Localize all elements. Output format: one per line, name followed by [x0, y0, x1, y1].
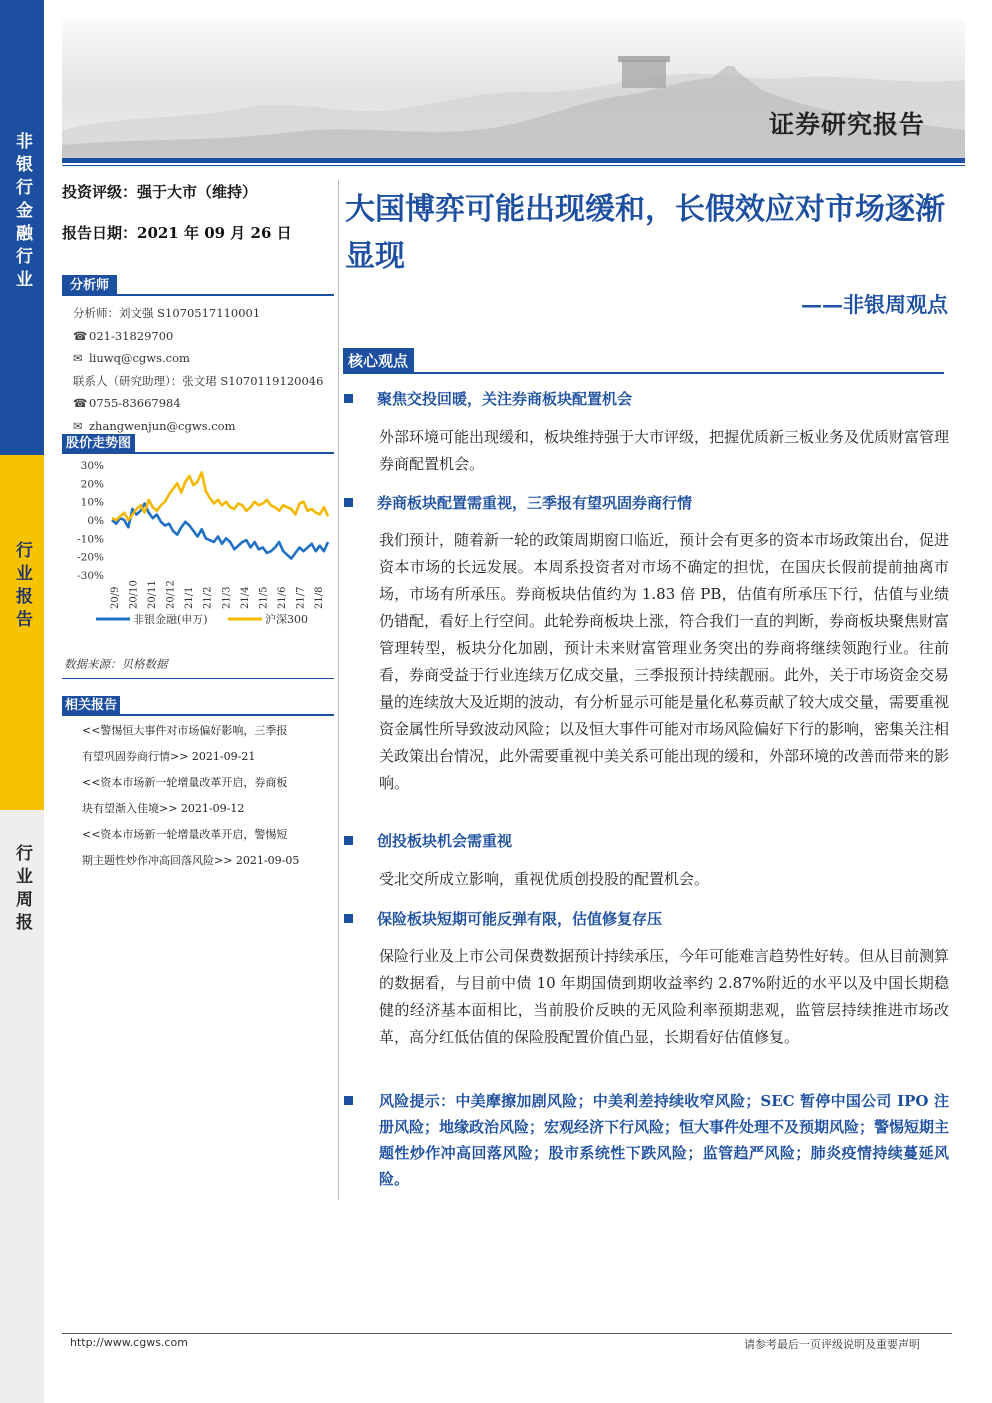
section-body: 外部环境可能出现缓和，板块维持强于大市评级，把握优质新三板业务及优质财富管理券商配置机会。 [379, 428, 950, 473]
related-reports [82, 718, 332, 874]
bullet-square-icon [344, 394, 353, 403]
section-heading-text: 保险板块短期可能反弹有限，估值修复存压 [377, 910, 663, 928]
x-tick-label: 21/2 [202, 586, 214, 609]
y-tick-label: 20% [80, 478, 104, 491]
core-views-heading [343, 348, 944, 374]
related-report-line[interactable]: 有望巩固券商行情>> 2021-09-21 [82, 750, 256, 763]
legend-label: 非银金融(申万) [133, 613, 208, 626]
section-heading-text: 聚焦交投回暖，关注券商板块配置机会 [377, 390, 633, 408]
related-report-line[interactable]: <<资本市场新一轮增量改革开启，警惕短 [82, 828, 288, 841]
footer-rule [62, 1333, 952, 1334]
x-tick-label: 21/5 [258, 586, 270, 609]
y-tick-label: 10% [80, 496, 104, 509]
bullet-square-icon [344, 1096, 353, 1105]
side-band-industry-text: 非银行金融行业 [12, 132, 32, 293]
analyst-line [73, 392, 343, 415]
bullet-square-icon [344, 914, 353, 923]
chart-rule [62, 678, 334, 679]
analyst-line [73, 347, 343, 370]
y-tick-label: -30% [77, 570, 104, 582]
header-rule [62, 158, 965, 163]
related-report-line[interactable]: <<资本市场新一轮增量改革开启，券商板 [82, 776, 288, 789]
bullet-square-icon [344, 498, 353, 507]
x-tick-label: 20/9 [110, 586, 121, 609]
analyst-name: 分析师：刘文强 S1070517110001 [73, 306, 261, 320]
mail-icon: ✉ [73, 351, 83, 365]
phone-icon: ☎ [73, 328, 88, 343]
price-trend-chart [62, 455, 334, 635]
mail-icon: ✉ [73, 418, 83, 433]
contact-email[interactable]: zhangwenjun@cgws.com [89, 418, 236, 433]
section-heading [344, 492, 692, 513]
x-tick-label: 21/4 [239, 586, 251, 609]
header-banner [62, 20, 965, 160]
x-tick-label: 20/10 [128, 580, 140, 609]
report-subtitle: ——非银周观点 [801, 292, 948, 317]
section-heading [344, 908, 662, 929]
side-band-report-type-text: 行业报告 [12, 541, 32, 633]
legend-label: 沪深300 [265, 613, 308, 626]
related-report-line[interactable]: <<警惕恒大事件对市场偏好影响，三季报 [82, 724, 288, 737]
section-heading [344, 388, 632, 409]
side-band [0, 0, 44, 1403]
watchtower-top [618, 56, 670, 62]
section-heading-text: 券商板块配置需重视，三季报有望巩固券商行情 [377, 494, 693, 512]
footer-disclaimer: 请参考最后一页评级说明及重要声明 [744, 1338, 920, 1351]
x-tick-label: 21/3 [221, 586, 233, 609]
section-body: 受北交所成立影响，重视优质创投股的配置机会。 [379, 870, 710, 888]
section-body: 我们预计，随着新一轮的政策周期窗口临近，预计会有更多的资本市场政策出台，促进资本市场的长远发展。本周系投资者对市场不确定的担忧，在国庆长假前提前抽离市场，市场有所承压。券商板块估值约为 1.83 倍 PB，估值有所承压下行，估值与业绩仍错配，看好上行空间。此轮券商板块上涨，符合我们一直的判断，券商板块聚焦财富管理转型，板块分化加剧，预计未来财富管理业务突出的券商将继续领跑行业。往前看，券商受益于行业连续万亿成交量，三季报预计持续靓丽。此外，关于市场资金交易量的连续放大及近期的波动，有分析显示可能是量化私募贡献了较大成交量，需要重视资金属性所导致波动风险；以及恒大事件可能对市场风险偏好下行的影响，密集关注相关政策出台情况，此外需要重视中美关系可能出现的缓和，外部环境的改善而带来的影响。 [379, 531, 950, 792]
footer-url[interactable]: http://www.cgws.com [70, 1336, 188, 1349]
section-heading-text: 创投板块机会需重视 [377, 832, 513, 850]
x-tick-label: 20/12 [165, 580, 177, 609]
report-title: 大国博弈可能出现缓和，长假效应对市场逐渐显现 [345, 192, 945, 274]
section-heading [344, 830, 512, 851]
risk-warning: 风险提示：中美摩擦加剧风险；中美利差持续收窄风险；SEC 暂停中国公司 IPO 注册风险；地缘政治风险；宏观经济下行风险；恒大事件处理不及预期风险；警惕短期主题性炒作冲高回落风险；股市系统性下跌风险；监管趋严风险；肺炎疫情持续蔓延风险。 [379, 1092, 950, 1188]
analyst-line [73, 325, 343, 348]
side-band-frequency [0, 810, 44, 1403]
y-tick-label: -20% [77, 551, 104, 564]
related-heading-label: 相关报告 [62, 696, 120, 715]
investment-rating: 投资评级：强于大市（维持） [62, 183, 258, 201]
analyst-list [73, 302, 343, 437]
chart-heading-label: 股价走势图 [62, 434, 135, 453]
related-section-heading [62, 694, 334, 716]
core-views-label: 核心观点 [343, 348, 414, 372]
y-tick-label: -10% [77, 533, 104, 546]
analyst-section-heading [62, 274, 334, 296]
side-band-report-type [0, 455, 44, 810]
analyst-heading-label: 分析师 [62, 275, 117, 295]
series-line-hs300 [112, 472, 328, 520]
analyst-line [73, 302, 343, 325]
side-band-frequency-text: 行业周报 [12, 844, 32, 936]
y-tick-label: 30% [80, 460, 104, 472]
contact-phone: 0755-83667984 [89, 396, 181, 410]
related-report-line[interactable]: 块有望渐入佳境>> 2021-09-12 [82, 802, 245, 815]
report-date: 报告日期：2021 年 09 月 26 日 [62, 224, 292, 242]
x-tick-label: 21/1 [184, 586, 196, 609]
phone-icon: ☎ [73, 396, 88, 410]
analyst-email[interactable]: liuwq@cgws.com [89, 351, 190, 365]
x-tick-label: 21/8 [314, 586, 325, 609]
contact-name: 联系人（研究助理）：张文珺 S1070119120046 [73, 373, 324, 388]
header-rule-thin [62, 165, 965, 166]
x-tick-label: 20/11 [147, 580, 159, 609]
bullet-square-icon [344, 836, 353, 845]
column-divider [338, 180, 339, 1200]
y-tick-label: 0% [87, 515, 104, 527]
report-category-title: 证券研究报告 [768, 110, 925, 139]
x-tick-label: 21/6 [276, 586, 288, 609]
watchtower [622, 60, 666, 88]
section-body: 保险行业及上市公司保费数据预计持续承压，今年可能难言趋势性好转。但从目前测算的数据看，与目前中债 10 年期国债到期收益率约 2.87%附近的水平以及中国长期稳健的经济基本面相比，当前股价反映的无风险利率预期悲观，监管层持续推进市场改革，高分红低估值的保险股配置价值凸显，长期看好估值修复。 [379, 947, 950, 1046]
price-trend-chart-svg [62, 455, 334, 635]
side-band-industry [0, 0, 44, 455]
x-tick-label: 21/7 [295, 586, 307, 609]
chart-section-heading [62, 432, 334, 454]
related-report-line[interactable]: 期主题性炒作冲高回落风险>> 2021-09-05 [82, 854, 300, 867]
analyst-phone: 021-31829700 [89, 328, 174, 343]
analyst-line [73, 370, 343, 393]
chart-source: 数据来源：贝格数据 [64, 657, 168, 671]
